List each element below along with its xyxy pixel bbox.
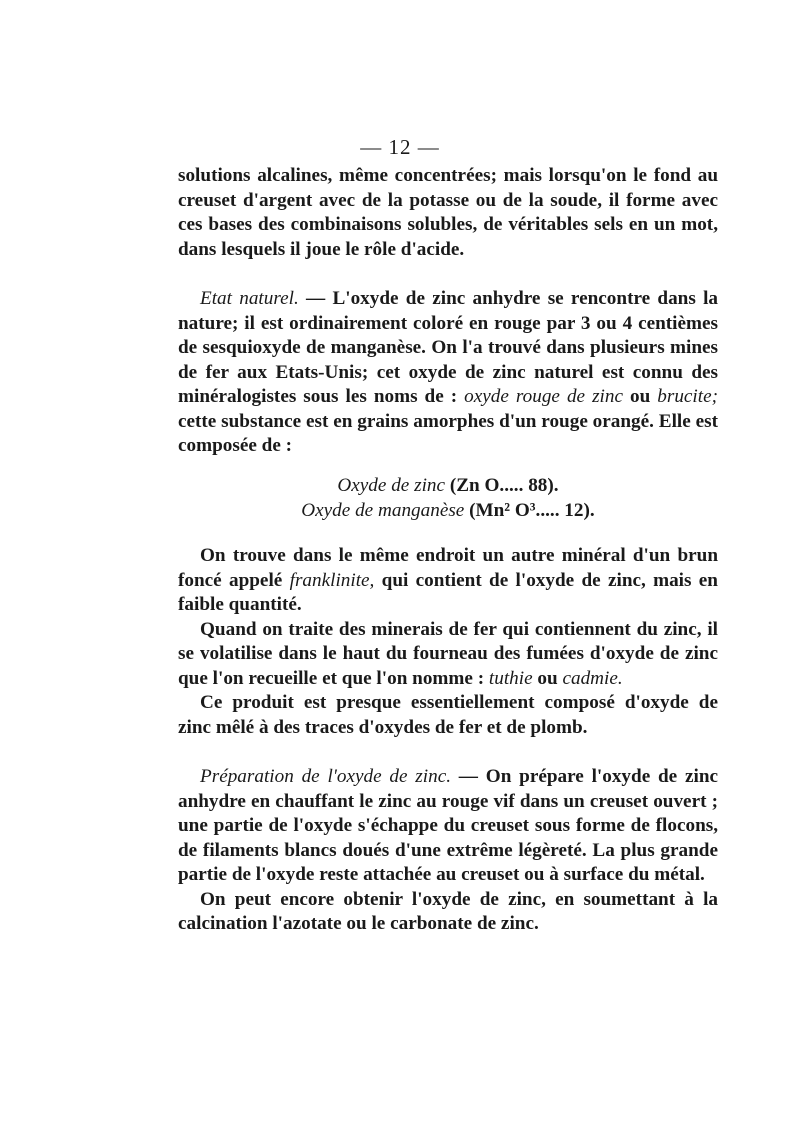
preparation-paragraph <box>178 765 718 888</box>
etat-text-b: ou <box>622 386 658 407</box>
intro-text: solutions alcalines, même concentrées; mais lorsqu'on le fond au creuset d'argent avec de la potasse ou de la soude, il forme avec ces bases des combinaisons solubles, de véritables sels en un mot, dans lesquels il joue le rôle d'acide. <box>178 165 718 260</box>
franklinite-paragraph <box>178 544 718 618</box>
section-preparation <box>178 765 718 937</box>
mineral-name-brucite: brucite; <box>657 386 719 407</box>
mineral-name-oxyde-rouge: oxyde rouge de zinc <box>464 386 623 407</box>
formula-line-zinc <box>178 474 718 499</box>
formula-line-manganese <box>178 499 718 524</box>
tuthie-paragraph <box>178 618 718 692</box>
p1-text-b: qui contient de l'oxyde de zinc, mais en faible quantité. <box>178 569 718 615</box>
p2-text-mid: ou <box>532 667 563 689</box>
p2-text-a: Quand on traite des minerais de fer qui contiennent du zinc, il se volatilise dans le haut du fourneau des fumées d'oxyde de zinc que l'on recueille et que l'on nomme : <box>178 618 718 689</box>
formula-zinc-name: Oxyde de zinc <box>337 475 446 496</box>
etat-text-a: — L'oxyde de zinc anhydre se rencontre dans la nature; il est ordinairement coloré en rouge par 3 ou 4 centièmes de sesquioxyde de manganèse. On l'a trouvé dans plusieurs mines de fer aux Etats-Unis; cet oxyde de zinc naturel est connu des minéralogistes sous les noms de : <box>178 288 718 407</box>
name-tuthie: tuthie <box>488 667 533 689</box>
product-paragraph: Ce produit est presque essentiellement composé d'oxyde de zinc mêlé à des traces d'oxydes de fer et de plomb. <box>178 692 718 738</box>
etat-paragraph <box>178 287 718 459</box>
formula-manganese-value: (Mn² O³..... 12). <box>464 499 595 521</box>
mineral-name-franklinite: franklinite, <box>289 569 375 591</box>
etat-text-c: cette substance est en grains amorphes d'un rouge orangé. Elle est composée de : <box>178 410 718 456</box>
section-etat-naturel <box>178 287 718 459</box>
paragraph-intro <box>178 164 718 262</box>
preparation-heading: Préparation de l'oxyde de zinc. <box>200 766 452 787</box>
name-cadmie: cadmie. <box>562 667 623 689</box>
section-other-minerals <box>178 544 718 740</box>
composition-formula <box>178 474 718 523</box>
formula-zinc-value: (Zn O..... 88). <box>445 475 559 496</box>
page-number: — 12 — <box>360 135 440 159</box>
formula-manganese-name: Oxyde de manganèse <box>301 499 465 521</box>
calcination-paragraph: On peut encore obtenir l'oxyde de zinc, en soumettant à la calcination l'azotate ou le carbonate de zinc. <box>178 888 718 934</box>
p1-text-a: On trouve dans le même endroit un autre minéral d'un brun foncé appelé <box>178 545 718 591</box>
etat-heading: Etat naturel. <box>200 288 299 309</box>
preparation-text: — On prépare l'oxyde de zinc anhydre en chauffant le zinc au rouge vif dans un creuset ouvert ; une partie de l'oxyde s'échappe du creuset sous forme de flocons, de filaments blancs doués d'une extrême légèreté. La plus grande partie de l'oxyde reste attachée au creuset ou à surface du métal. <box>178 766 719 885</box>
